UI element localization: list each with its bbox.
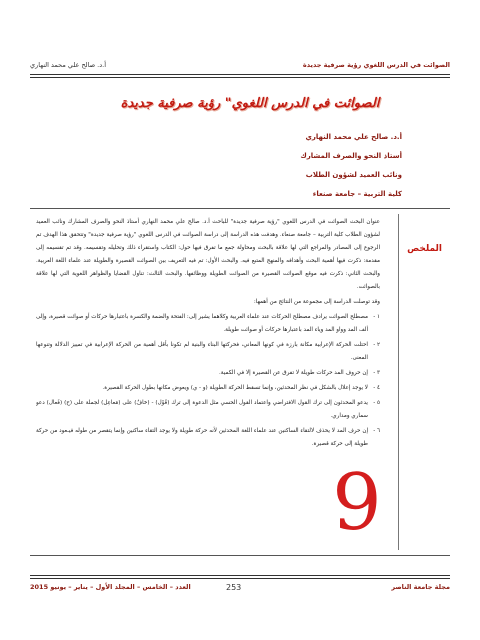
item-text: لا يوجد إعلال بالشكل في نظر المحدثين، وإنما تسقط الحركة الطويلة (و - ي) ويعوض مكانها بطول الحركة القصيرة. — [102, 385, 368, 391]
header-author: أ.د. صالح علي محمد النهاري — [30, 61, 107, 69]
results-lead: وقد توصلت الدراسة إلى مجموعة من النتائج من أهمها: — [253, 299, 380, 305]
item-text: يدعو المحدثون إلى ترك القول الافتراضي واعتماد القول الحسي مثل الدعوة إلى ترك (قَوْل) - (خافٌ) على (مَعاعِل) لجملة على (ح) (فَعال) دعو سماري ومداري. — [36, 400, 368, 419]
author-name: أ.د. صالح علي محمد النهاري — [305, 133, 402, 141]
item-number: ٦ - — [373, 428, 380, 434]
item-number: ٢ - — [373, 342, 380, 348]
article-title: الصوائت في الدرس اللغوي" رؤية صرفية جديدة — [120, 96, 380, 111]
article-number: 9 — [332, 458, 382, 548]
item-text: احتلت الحركة الإعرابية مكانة بارزة في كونها المعاني، فحركتها البناء والبنية لم تكونا بأقل أهمية من الحركة الإعرابية في تمييز الدلالة وتنوعها المعنى. — [36, 342, 368, 361]
footer-rule-thin — [30, 578, 450, 579]
author-role: ونائب العميد لشؤون الطلاب — [305, 171, 402, 179]
running-footer — [30, 580, 450, 594]
header-rule-thin — [30, 77, 450, 78]
item-text: إن حروف المد حركات طويلة لا تفرق عن القصيرة إلا في الكمية. — [219, 370, 368, 376]
item-number: ٥ - — [373, 400, 380, 406]
abstract-body — [36, 216, 380, 546]
list-item — [36, 367, 380, 380]
item-number: ١ - — [373, 314, 380, 320]
abstract-top-rule — [30, 208, 450, 209]
list-item — [36, 425, 380, 451]
abstract-paragraph: عنوان البحث الصوائت في الدرس اللغوي "رؤية صرفية جديدة" للباحث أ.د. صالح علي محمد النهاري أستاذ النحو والصرف المشارك ونائب العميد لشؤون الطلاب كلية التربية – جامعة صنعاء. وهدفت هذه الدراسة إلى دراسة الصوائت في الدرس اللغوي "رؤية صرفية جديدة" وتتحقق هذا الهدف تم الرجوع إلى المصادر والمراجع التي لها علاقة بالبحث ومحاولة جمع ما تفرق فيها حول: الكتاب واستقراء ذلك وتحليله وتقسيمه. وقد تم تقسيمه إلى مقدمة: ذكرت فيها أهمية البحث وأهدافه والمنهج المتبع فيه. والبحث الأول: تم فيه التعريف بين الصوائت القصيرة والطويلة عند علماء اللغة العربية. والبحث الثاني: ذكرت فيه موقع الصوائت القصيرة من الصوائت الطويلة ووظائفها. والبحث الثالث: تناول القضايا والظواهر اللغوية التي لها علاقة بالصوائت. — [36, 219, 380, 290]
abstract-label: الملخص — [407, 244, 442, 254]
item-text: مصطلح الصوائت يرادف مصطلح الحركات عند علماء العربية وكلاهما يشير إلى: الفتحة والضمة والكسرة باعتبارها حركات أو صوائت قصيرة، وإلى ألف المد وواو المد وياء المد باعتبارها حركات أو صوائت طويلة. — [36, 314, 368, 333]
list-item — [36, 382, 380, 395]
item-text: إن حرف المد لا يحذف لالتقاء الساكنين عند علماء اللغة المحدثين لأنه حركة طويلة ولا يوجد التقاء ساكنين وإنما يتقصر من طوله فيـعود من حركة طويلة إلى حركة قصيرة. — [36, 428, 368, 447]
header-rule — [30, 74, 450, 75]
abstract-side-column — [332, 214, 450, 550]
running-header — [30, 58, 450, 72]
abstract-bottom-rule — [30, 555, 450, 556]
list-item — [36, 397, 380, 423]
author-block — [300, 128, 402, 204]
footer-issue: العدد – الخامس – المجلد الأول – يناير – يونيو 2015 — [30, 583, 191, 591]
item-number: ٤ - — [373, 385, 380, 391]
author-affiliation: كلية التربية – جامعة صنعاء — [312, 190, 402, 198]
list-item — [36, 311, 380, 337]
author-position: أستاذ النحو والصرف المشارك — [300, 152, 402, 160]
footer-rule — [30, 575, 450, 576]
page-number: 253 — [226, 582, 242, 592]
header-journal-title: الصوائت في الدرس اللغوي رؤية صرفية جديدة — [302, 61, 450, 69]
item-number: ٣ - — [373, 370, 380, 376]
results-list — [36, 311, 380, 451]
list-item — [36, 339, 380, 365]
footer-journal: مجلة جامعة الناصر — [391, 583, 450, 591]
